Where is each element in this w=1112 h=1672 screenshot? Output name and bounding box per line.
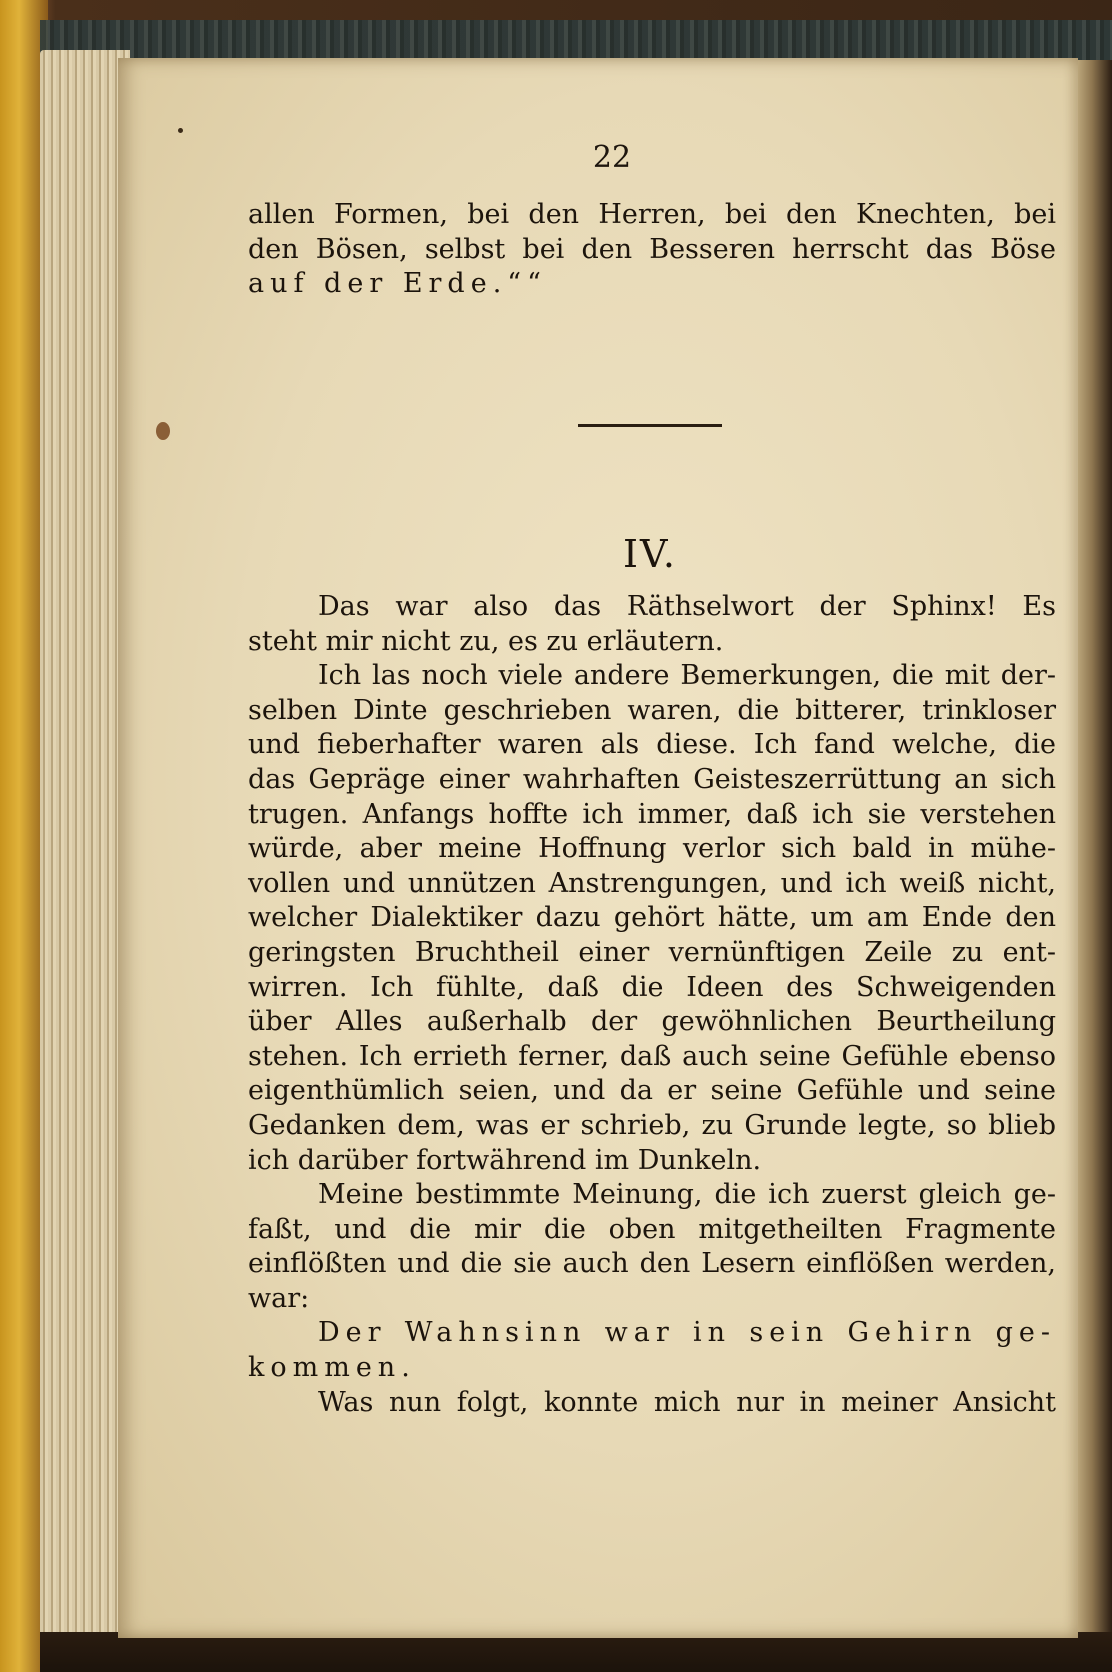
text-line: und fieberhafter waren als diese. Ich fand welche, die xyxy=(248,729,1056,761)
text-line: das Gepräge einer wahrhaften Geisteszerrüttung an sich xyxy=(248,763,1056,795)
continued-paragraph xyxy=(248,198,1056,302)
text-line: trugen. Anfangs hoffte ich immer, daß ich sie verstehen xyxy=(248,798,1056,830)
section-divider xyxy=(578,424,722,427)
book-binding-top xyxy=(40,20,1112,60)
text-line: Meine bestimmte Meinung, die ich zuerst gleich ge- xyxy=(318,1179,1056,1211)
chapter-body xyxy=(248,590,1056,1420)
text-line: Ich las noch viele andere Bemerkungen, die mit der- xyxy=(318,660,1056,692)
text-line: Das war also das Räthselwort der Sphinx! Es xyxy=(318,591,1056,622)
text-line: wirren. Ich fühlte, daß die Ideen des Schweigenden xyxy=(248,971,1056,1003)
text-line: selben Dinte geschrieben waren, die bitterer, trinkloser xyxy=(248,694,1056,726)
text-line: Gedanken dem, was er schrieb, zu Grunde legte, so blieb xyxy=(248,1109,1056,1141)
page-stack-edges xyxy=(40,50,130,1640)
text-line: ich darüber fortwährend im Dunkeln. xyxy=(248,1144,762,1176)
text-line: einflößten und die sie auch den Lesern einflößen werden, xyxy=(248,1248,1056,1280)
text-line: würde, aber meine Hoffnung verlor sich bald in mühe- xyxy=(248,833,1056,865)
text-line: den Bösen, selbst bei den Besseren herrscht das Böse xyxy=(248,233,1056,265)
text-line: kommen. xyxy=(248,1352,416,1384)
text-line: steht mir nicht zu, es zu erläutern. xyxy=(248,625,724,657)
page-stain xyxy=(156,422,170,440)
text-line: vollen und unnützen Anstrengungen, und ich weiß nicht, xyxy=(248,867,1056,899)
text-line: Was nun folgt, konnte mich nur in meiner Ansicht xyxy=(318,1386,1056,1418)
book-bottom-edge xyxy=(40,1632,1112,1672)
chapter-heading: IV. xyxy=(623,532,677,576)
text-line: Der Wahnsinn war in sein Gehirn ge- xyxy=(318,1317,1056,1349)
page-speck xyxy=(178,128,183,133)
text-line: stehen. Ich errieth ferner, daß auch seine Gefühle ebenso xyxy=(248,1040,1056,1072)
page-right-edge xyxy=(1072,60,1112,1640)
text-line: faßt, und die mir die oben mitgetheilten Fragmente xyxy=(248,1213,1056,1245)
text-line: eigenthümlich seien, und da er seine Gefühle und seine xyxy=(248,1075,1056,1107)
text-line: auf der Erde.““ xyxy=(248,268,547,300)
page-number: 22 xyxy=(592,140,632,175)
text-line: geringsten Bruchtheil einer vernünftigen Zeile zu ent- xyxy=(248,936,1056,968)
text-line: war: xyxy=(248,1282,310,1314)
text-line: welcher Dialektiker dazu gehört hätte, um am Ende den xyxy=(248,902,1056,934)
text-line: allen Formen, bei den Herren, bei den Knechten, bei xyxy=(248,199,1056,230)
text-line: über Alles außerhalb der gewöhnlichen Beurtheilung xyxy=(248,1006,1056,1038)
